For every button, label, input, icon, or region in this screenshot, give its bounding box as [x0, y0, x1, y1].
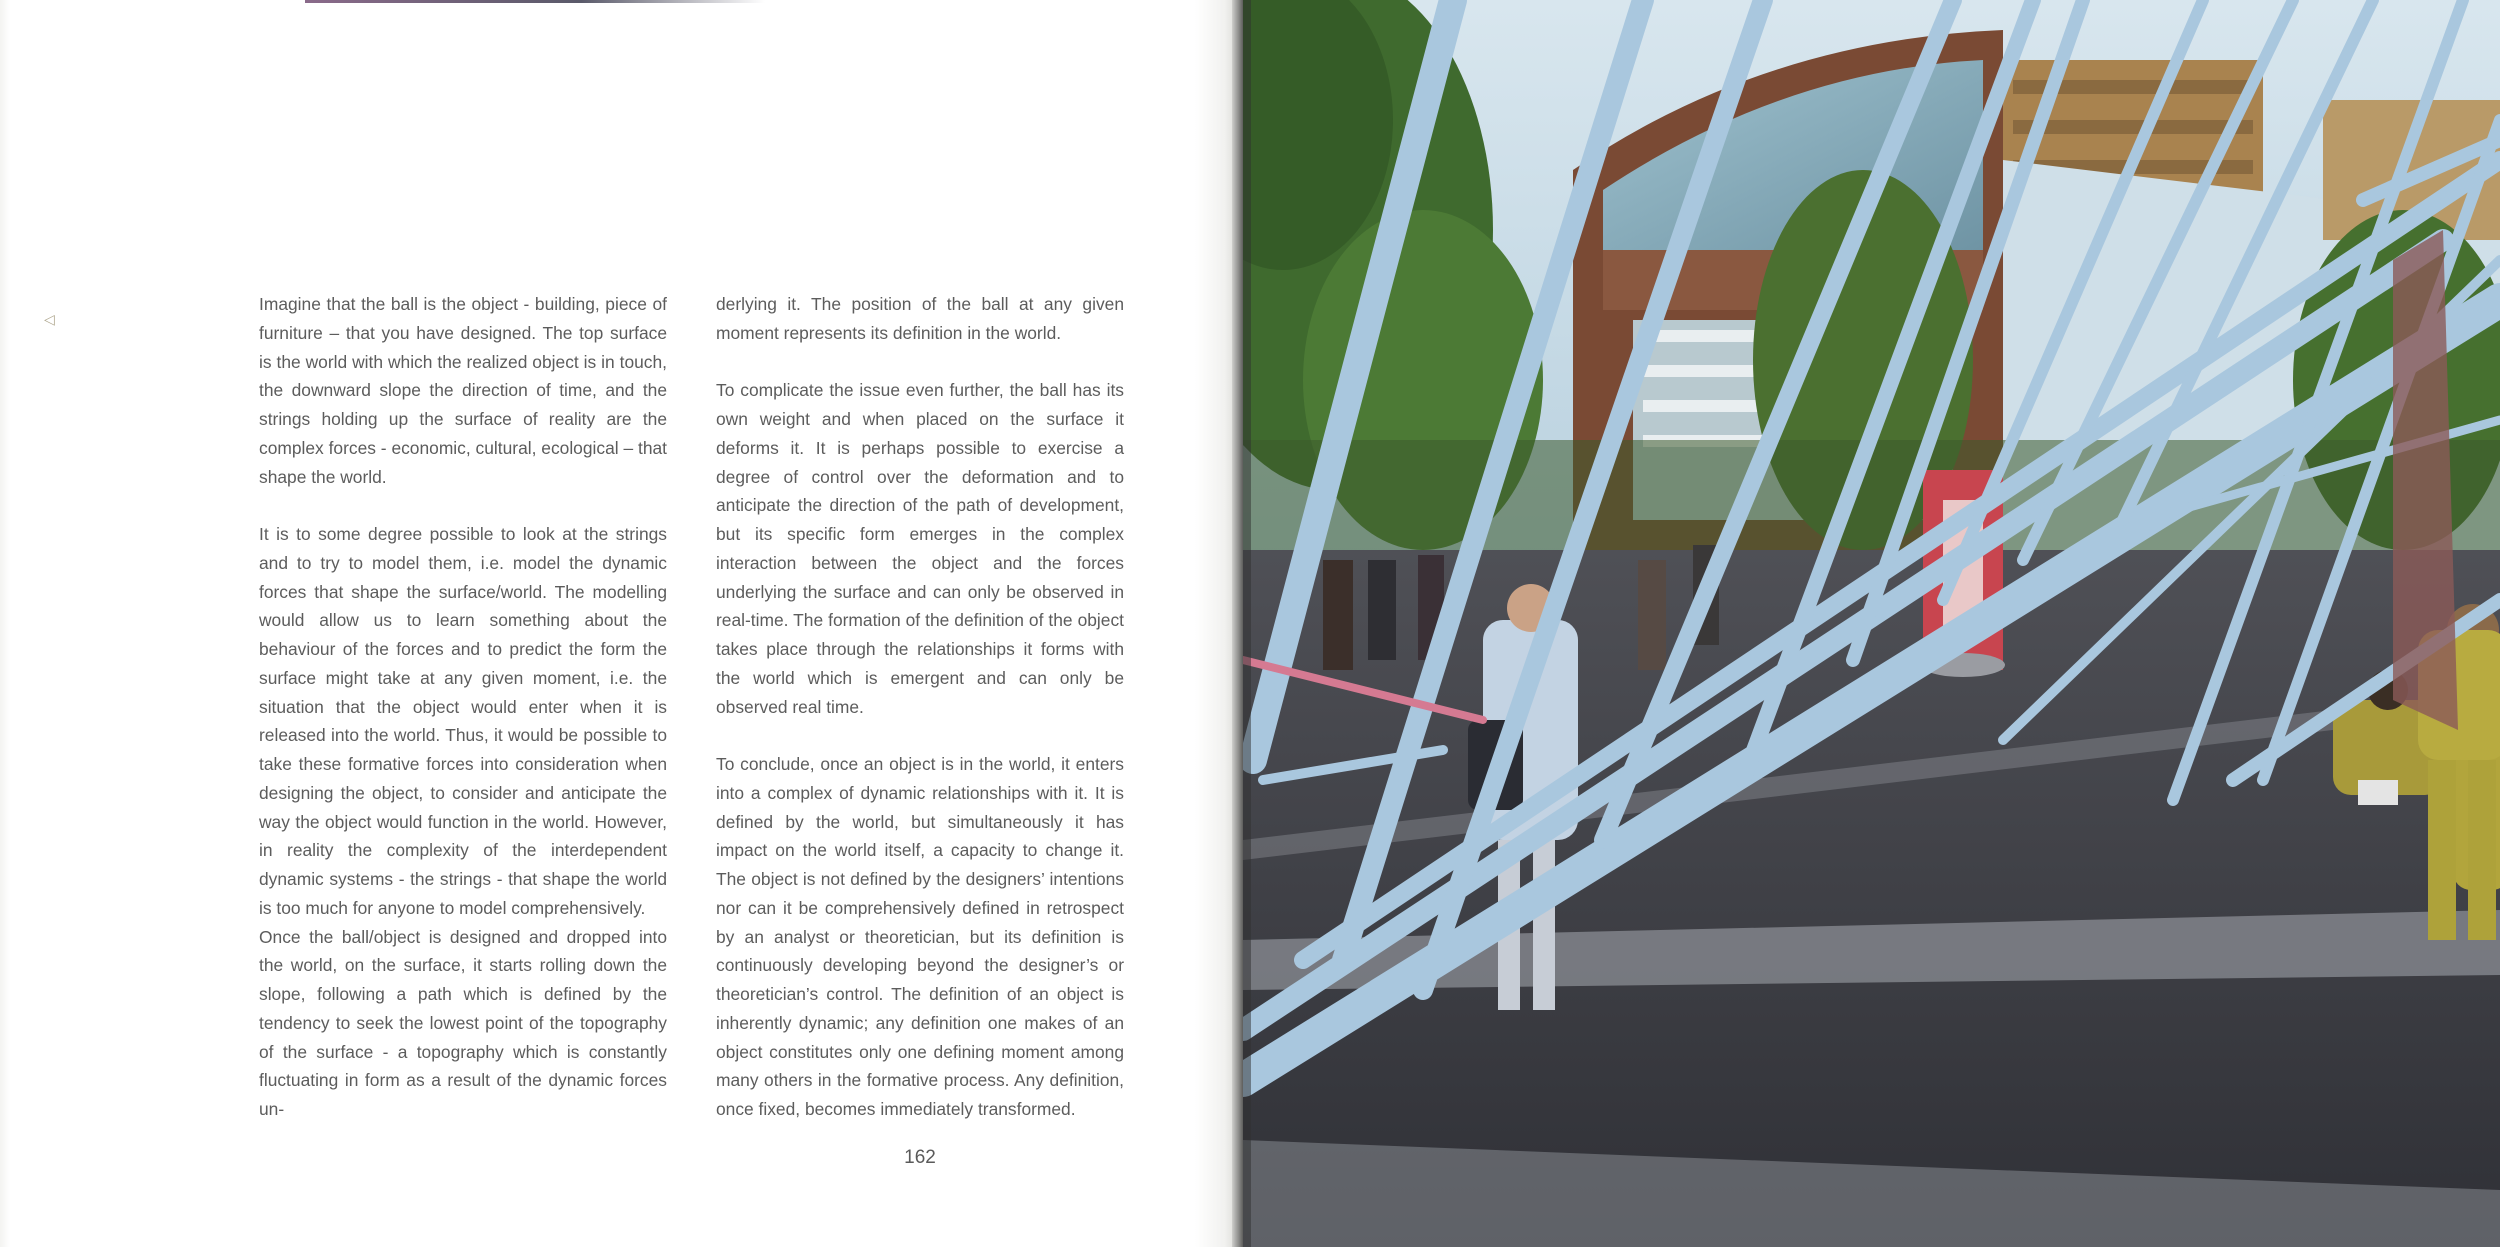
paragraph: To complicate the issue even further, the ball has its own weight and when placed on the surface it deforms it. It is perhaps possible to exercise a degree of control over the deformation and to anticipate the direction of the path of development, but its specific form emerges in the complex interaction between the object and the forces underlying the surface and can only be observed in real-time. The formation of the definition of the object takes place through the relationships it forms with the world which is emergent and can only be observed real time. [716, 380, 1124, 717]
top-color-strip [305, 0, 765, 3]
paragraph: Once the ball/object is designed and dropped into the world, on the surface, it starts rolling down the slope, following a path which is defined by the tendency to seek the lowest point of the topography of the surface - a topography which is constantly fluctuating in form as a result of the dynamic forces un- [259, 926, 667, 1119]
installation-photo [1243, 0, 2500, 1247]
page-number: 162 [904, 1147, 936, 1168]
page-shadow [1243, 0, 1251, 1247]
left-page [0, 0, 1238, 1247]
paragraph: Imagine that the ball is the object - building, piece of furniture – that you have designed. The top surface is the world with which the realized object is in touch, the downward slope the direction of time, and the strings holding up the surface of reality are the complex forces - economic, cultural, ecological – that shape the world. [259, 294, 667, 487]
edge-mark: ◁ [44, 311, 55, 327]
paragraph: To conclude, once an object is in the world, it enters into a complex of dynamic relationships with it. It is defined by the world, but simultaneously it has impact on the world itself, a capacity to change it. The object is not defined by the designers’ intentions nor can it be comprehensively defined in retrospect by an analyst or theoretician, but its definition is continuously developing beyond the designer’s or theoretician’s control. The definition of an object is inherently dynamic; any definition one makes of an object constitutes only one defining moment among many others in the formative process. Any definition, once fixed, becomes immediately transformed. [716, 754, 1124, 1119]
paragraph: derlying it. The position of the ball at any given moment represents its definition in the world. [716, 294, 1124, 343]
paragraph: It is to some degree possible to look at the strings and to try to model them, i.e. model the dynamic forces that shape the surface/world. The modelling would allow us to learn something about the behaviour of the forces and to predict the form the surface might take at any given moment, i.e. the situation that the object would enter when it is released into the world. Thus, it would be possible to take these formative forces into consideration when designing the object, to consider and anticipate the way the object would function in the world. However, in reality the complexity of the interdependent dynamic systems - the strings - that shape the world is too much for anyone to model comprehensively. [259, 524, 667, 918]
text-column-right [716, 290, 1124, 1124]
text-column-left [259, 290, 667, 1124]
